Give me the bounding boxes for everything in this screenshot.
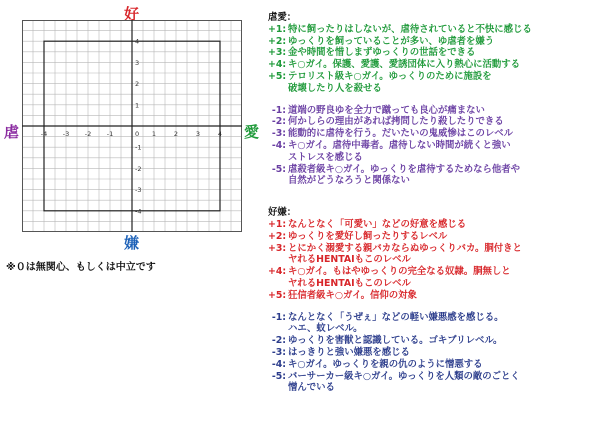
x-tick-label: 4 bbox=[217, 130, 223, 138]
level-item bbox=[268, 105, 598, 117]
level-item bbox=[268, 152, 598, 164]
x-tick-label: 0 bbox=[135, 130, 140, 138]
axis-label-bottom: 嫌 bbox=[124, 234, 140, 252]
x-tick-label: -4 bbox=[40, 130, 48, 138]
level-text: バーサーカー級キ○ガイ。ゆっくりを人類の敵のごとく bbox=[288, 370, 520, 382]
level-text: ハエ、蚊レベル。 bbox=[288, 323, 363, 335]
x-tick-label: 3 bbox=[195, 130, 201, 138]
neutral-note: ※０は無関心、もしくは中立です bbox=[6, 262, 156, 273]
level-prefix bbox=[268, 175, 286, 187]
level-prefix bbox=[268, 254, 286, 266]
level-item bbox=[268, 47, 598, 59]
y-tick-label: 3 bbox=[135, 58, 140, 67]
level-text: ストレスを感じる bbox=[288, 151, 363, 163]
level-prefix: -2: bbox=[271, 335, 286, 347]
y-tick-label: 1 bbox=[135, 101, 140, 110]
level-prefix: -1: bbox=[271, 311, 286, 323]
level-item bbox=[268, 312, 598, 324]
gyakuai-heading: 虐愛： bbox=[268, 12, 297, 23]
level-prefix: +5: bbox=[268, 70, 287, 82]
level-text: 狂信者級キ○ガイ。信仰の対象 bbox=[288, 289, 417, 301]
level-text: 何かしらの理由があれば拷問したり殺したりできる bbox=[288, 116, 504, 128]
level-prefix: +4: bbox=[268, 59, 287, 71]
level-prefix: +3: bbox=[268, 242, 287, 254]
x-tick-label: -3 bbox=[62, 130, 70, 138]
x-tick-label: -2 bbox=[84, 130, 92, 138]
kouken-list bbox=[268, 219, 598, 394]
y-tick-label: 4 bbox=[135, 37, 140, 46]
level-prefix: +2: bbox=[268, 230, 287, 242]
level-item bbox=[268, 83, 598, 95]
axis-label-left: 虐 bbox=[4, 123, 20, 141]
level-prefix: +1: bbox=[268, 23, 287, 35]
level-text: キ○ガイ。もはやゆっくりの完全なる奴隷。胴無しと bbox=[288, 266, 511, 278]
coordinate-grid bbox=[22, 20, 242, 232]
y-tick-label: -3 bbox=[135, 186, 142, 195]
level-prefix: -4: bbox=[271, 358, 286, 370]
level-prefix: -5: bbox=[271, 163, 286, 175]
level-item bbox=[268, 231, 598, 243]
level-text: 金や時間を惜しまずゆっくりの世話をできる bbox=[288, 47, 476, 59]
level-text: なんとなく「可愛い」などの好意を感じる bbox=[288, 218, 467, 230]
level-text: ゆっくりを飼っていることが多い、ゆ虐者を嫌う bbox=[288, 35, 495, 47]
level-text: ヤれるHENTAIもこのレベル bbox=[288, 254, 411, 266]
level-prefix bbox=[268, 152, 286, 164]
level-text: キ○ガイ。保護、愛護、愛誘団体に入り熱心に活動する bbox=[288, 59, 521, 71]
level-item bbox=[268, 359, 598, 371]
kouken-heading: 好嫌： bbox=[268, 207, 297, 219]
level-text: 自然がどうなろうと関係ない bbox=[288, 175, 410, 187]
level-item bbox=[268, 371, 598, 383]
level-text: なんとなく「うぜぇ」などの軽い嫌悪感を感じる。 bbox=[288, 311, 504, 323]
level-item bbox=[268, 175, 598, 187]
level-text: ゆっくりを害獣と認識している。ゴキブリレベル。 bbox=[288, 335, 503, 347]
level-item bbox=[268, 59, 598, 71]
level-text: ヤれるHENTAIもこのレベル bbox=[288, 277, 411, 289]
level-item bbox=[268, 140, 598, 152]
section-gap bbox=[268, 302, 598, 312]
level-prefix: +4: bbox=[268, 266, 287, 278]
level-text: 憎んでいる bbox=[288, 382, 335, 394]
level-item bbox=[268, 335, 598, 347]
level-prefix: -5: bbox=[271, 370, 286, 382]
section-gap bbox=[268, 95, 598, 105]
level-text: 破壊したり人を殺せる bbox=[288, 82, 382, 94]
level-prefix: -3: bbox=[271, 346, 286, 358]
level-item bbox=[268, 36, 598, 48]
level-item bbox=[268, 24, 598, 36]
level-prefix: +3: bbox=[268, 47, 287, 59]
level-prefix: -4: bbox=[271, 139, 286, 151]
level-item bbox=[268, 323, 598, 335]
x-tick-label: -1 bbox=[106, 130, 114, 138]
level-text: 能動的に虐待を行う。だいたいの鬼威惨はこのレベル bbox=[288, 128, 514, 140]
level-item bbox=[268, 254, 598, 266]
level-text: ゆっくりを愛好し飼ったりするレベル bbox=[288, 230, 448, 242]
level-prefix bbox=[268, 83, 286, 95]
level-text: 道端の野良ゆを全力で蹴っても良心が痛まない bbox=[288, 104, 485, 116]
level-text: 虐殺者級キ○ガイ。ゆっくりを虐待するためなら他者や bbox=[288, 163, 520, 175]
level-item bbox=[268, 382, 598, 394]
level-item bbox=[268, 243, 598, 255]
level-item bbox=[268, 278, 598, 290]
level-prefix: -2: bbox=[271, 116, 286, 128]
x-tick-label: 2 bbox=[173, 130, 179, 138]
y-tick-label: 2 bbox=[135, 80, 140, 89]
level-prefix bbox=[268, 278, 286, 290]
y-tick-label: -1 bbox=[135, 143, 142, 152]
level-prefix: +1: bbox=[268, 218, 287, 230]
legend-panel bbox=[268, 0, 598, 394]
level-item bbox=[268, 266, 598, 278]
level-text: キ○ガイ。虐待中毒者。虐待しない時間が続くと強い bbox=[288, 139, 511, 151]
level-prefix bbox=[268, 382, 286, 394]
level-prefix: -3: bbox=[271, 128, 286, 140]
level-text: キ○ガイ。ゆっくりを親の仇のように憎悪する bbox=[288, 358, 483, 370]
y-tick-label: -4 bbox=[135, 207, 142, 216]
level-item bbox=[268, 347, 598, 359]
level-item bbox=[268, 128, 598, 140]
level-text: とにかく溺愛する親バカならぬゆっくりバカ。胴付きと bbox=[288, 242, 522, 254]
level-prefix: +2: bbox=[268, 35, 287, 47]
level-text: 特に飼ったりはしないが、虐待されていると不快に感じる bbox=[288, 23, 532, 35]
level-text: はっきりと強い嫌悪を感じる bbox=[288, 346, 410, 358]
x-tick-label: 1 bbox=[151, 130, 157, 138]
level-item bbox=[268, 219, 598, 231]
level-prefix: -1: bbox=[271, 104, 286, 116]
level-item bbox=[268, 71, 598, 83]
axis-label-right: 愛 bbox=[244, 123, 260, 141]
y-tick-label: -2 bbox=[135, 164, 142, 173]
level-item bbox=[268, 116, 598, 128]
level-prefix: +5: bbox=[268, 289, 287, 301]
axis-label-top: 好 bbox=[124, 5, 140, 23]
gyakuai-list bbox=[268, 24, 598, 187]
level-text: テロリスト級キ○ガイ。ゆっくりのために施設を bbox=[288, 70, 492, 82]
level-item bbox=[268, 290, 598, 302]
level-item bbox=[268, 164, 598, 176]
level-prefix bbox=[268, 323, 286, 335]
